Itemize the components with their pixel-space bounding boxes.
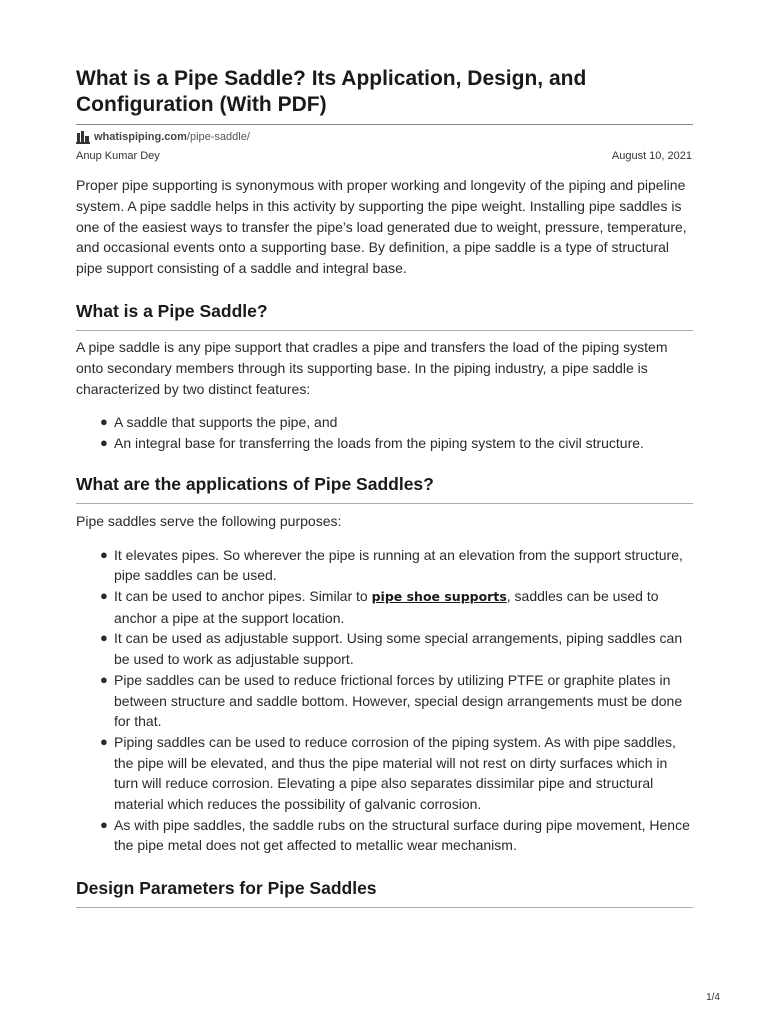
section-divider xyxy=(76,330,693,331)
bullet-icon: ● xyxy=(100,587,108,603)
list-item: ● An integral base for transferring the loads from the piping system to the civil structure. xyxy=(114,433,692,454)
pipe-shoe-supports-link[interactable]: pipe shoe supports xyxy=(371,588,507,604)
section-paragraph: A pipe saddle is any pipe support that cradles a pipe and transfers the load of the piping system onto secondary members through its supporting base. In the piping industry, a pipe saddle is characterized by two distinct features: xyxy=(76,338,668,397)
bullet-icon: ● xyxy=(100,630,108,646)
list-item: ● It can be used as adjustable support. Using some special arrangements, piping saddles can be used to work as adjustable support. xyxy=(100,630,683,668)
source-domain-link[interactable]: whatispiping.com xyxy=(94,131,187,143)
list-item: ● It can be used to anchor pipes. Similar to pipe shoe supports, saddles can be used to anchor a pipe at the support location. xyxy=(100,587,659,626)
section-heading-what-is: What is a Pipe Saddle? xyxy=(76,300,268,321)
section-divider xyxy=(76,503,693,504)
list-item: ● Piping saddles can be used to reduce corrosion of the piping system. As with pipe saddles, the pipe will be elevated, and thus the pipe material will not rest on dirty surfaces which in turn will reduce corrosion. Elevating a pipe also separates dissimilar pipe and structural material which reduces the possibility of galvanic corrosion. xyxy=(100,733,676,813)
section-divider xyxy=(76,907,693,908)
author: Anup Kumar Dey xyxy=(76,150,160,162)
list-item: ● Pipe saddles can be used to reduce frictional forces by utilizing PTFE or graphite plates in between structure and saddle bottom. However, special design arrangements must be done for that. xyxy=(100,671,683,730)
bullet-icon: ● xyxy=(100,816,108,832)
list-item: ● As with pipe saddles, the saddle rubs on the structural surface during pipe movement, Hence the pipe metal does not get affected to metallic wear mechanism. xyxy=(100,816,690,854)
intro-paragraph: Proper pipe supporting is synonymous with proper working and longevity of the piping and pipeline system. A pipe saddle helps in this activity by supporting the pipe weight. Installing pipe saddles is one of the easiest ways to transfer the pipe’s load generated due to weight, pressure, temperature, and occasional events onto a supporting base. By definition, a pipe saddle is a type of structural pipe support consisting of a saddle and integral base. xyxy=(76,177,687,277)
list-item: ● It elevates pipes. So wherever the pipe is running at an elevation from the support structure, pipe saddles can be used. xyxy=(100,546,683,584)
article-meta xyxy=(76,150,692,162)
bullet-icon: ● xyxy=(100,546,108,562)
bullet-icon: ● xyxy=(100,671,108,687)
source-path: /pipe-saddle/ xyxy=(186,131,250,143)
bullet-icon: ● xyxy=(100,414,108,430)
section-heading-design: Design Parameters for Pipe Saddles xyxy=(76,878,377,899)
source-line xyxy=(76,129,692,145)
page-number: 1/4 xyxy=(706,992,720,1003)
publish-date: August 10, 2021 xyxy=(611,150,692,162)
section-heading-applications: What are the applications of Pipe Saddles? xyxy=(76,473,434,494)
feature-list xyxy=(76,412,692,453)
bullet-icon: ● xyxy=(100,733,108,749)
page-title: What is a Pipe Saddle? Its Application, Design, and Configuration (With PDF) xyxy=(76,67,587,116)
list-item: ● A saddle that supports the pipe, and xyxy=(114,412,692,433)
article xyxy=(76,66,692,908)
site-logo-icon xyxy=(76,130,90,144)
title-divider xyxy=(76,124,693,125)
bullet-icon: ● xyxy=(100,435,108,451)
applications-list xyxy=(76,545,692,857)
section-paragraph: Pipe saddles serve the following purposes: xyxy=(76,512,342,529)
